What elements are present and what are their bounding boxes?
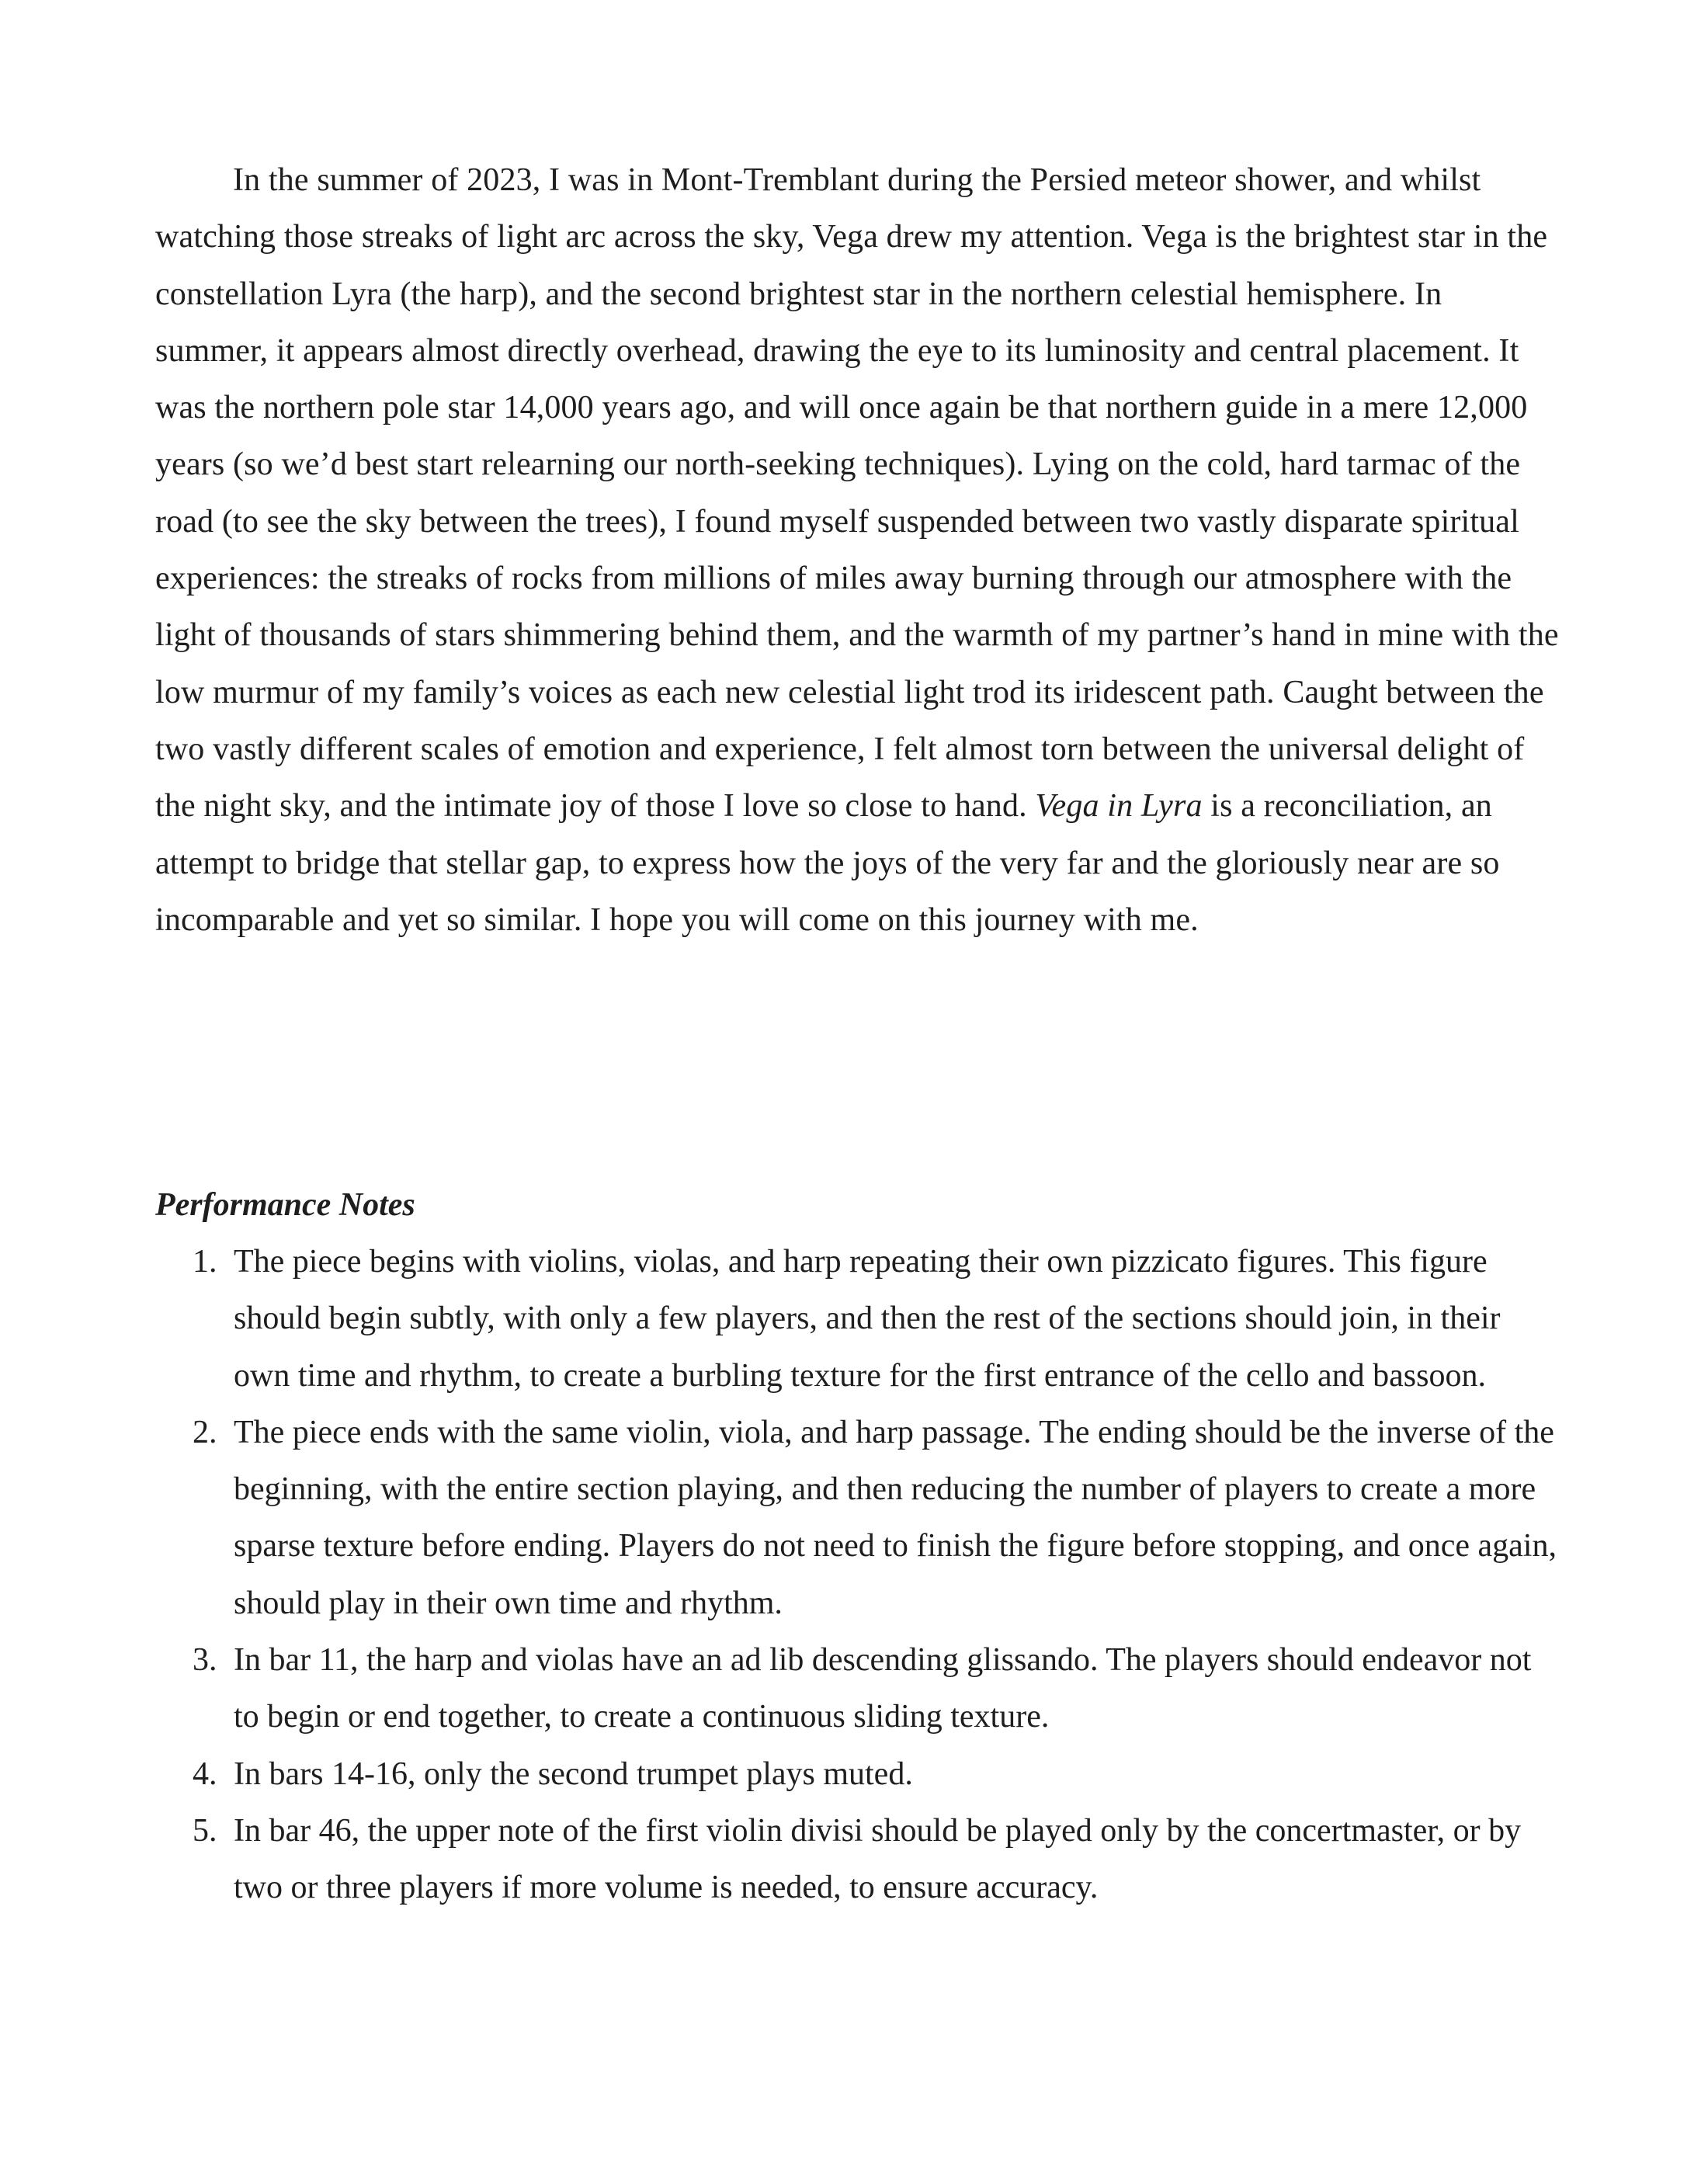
performance-note-4 (155, 1746, 1562, 1803)
performance-note-2 (155, 1405, 1562, 1632)
performance-notes-heading: Performance Notes (155, 1187, 415, 1223)
note-text: The piece begins with violins, violas, and harp repeating their own pizzicato figures. This figure should begin subtly, with only a few players, and then the rest of the sections should join, in their own time and rhythm, to create a burbling texture for the first entrance of the cello and bassoon. (234, 1244, 1501, 1394)
piece-title-italic: Vega in Lyra (1035, 788, 1203, 825)
intro-text-part-1: In the summer of 2023, I was in Mont-Tremblant during the Persied meteor shower, and whilst watching those streaks of light arc across the sky, Vega drew my attention. Vega is the brightest star in the constellation Lyra (the harp), and the second brightest star in the northern celestial hemisphere. In summer, it appears almost directly overhead, drawing the eye to its luminosity and central placement. It was the northern pole star 14,000 years ago, and will once again be that northern guide in a mere 12,000 years (so we’d best start relearning our north-seeking techniques). Lying on the cold, hard tarmac of the road (to see the sky between the trees), I found myself suspended between two vastly disparate spiritual experiences: the streaks of rocks from millions of miles away burning through our atmosphere with the light of thousands of stars shimmering behind them, and the warmth of my partner’s hand in mine with the low murmur of my family’s voices as each new celestial light trod its iridescent path. Caught between the two vastly different scales of emotion and experience, I felt almost torn between the universal delight of the night sky, and the intimate joy of those I love so close to hand. (155, 162, 1559, 825)
note-text: In bar 11, the harp and violas have an ad lib descending glissando. The players should endeavor not to begin or end together, to create a continuous sliding texture. (234, 1642, 1532, 1735)
note-text: The piece ends with the same violin, viola, and harp passage. The ending should be the inverse of the beginning, with the entire section playing, and then reducing the number of players to create a more sparse texture before ending. Players do not need to finish the figure before stopping, and once again, should play in their own time and rhythm. (234, 1414, 1557, 1621)
note-number: 3. (193, 1642, 217, 1679)
note-text: In bar 46, the upper note of the first violin divisi should be played only by the concertmaster, or by two or three players if more volume is needed, to ensure accuracy. (234, 1812, 1522, 1906)
note-text: In bars 14-16, only the second trumpet plays muted. (234, 1756, 913, 1792)
performance-note-1 (155, 1234, 1562, 1405)
performance-note-5 (155, 1803, 1562, 1917)
intro-paragraph (155, 152, 1562, 949)
performance-note-3 (155, 1632, 1562, 1746)
note-number: 5. (193, 1812, 217, 1849)
note-number: 1. (193, 1244, 217, 1280)
note-number: 4. (193, 1756, 217, 1792)
note-number: 2. (193, 1414, 217, 1450)
performance-notes-list (155, 1234, 1562, 1917)
intro-text-part-2: is a reconciliation, an attempt to bridge that stellar gap, to express how the joys of the very far and the gloriously near are so incomparable and yet so similar. I hope you will come on this journey with me. (155, 788, 1500, 938)
